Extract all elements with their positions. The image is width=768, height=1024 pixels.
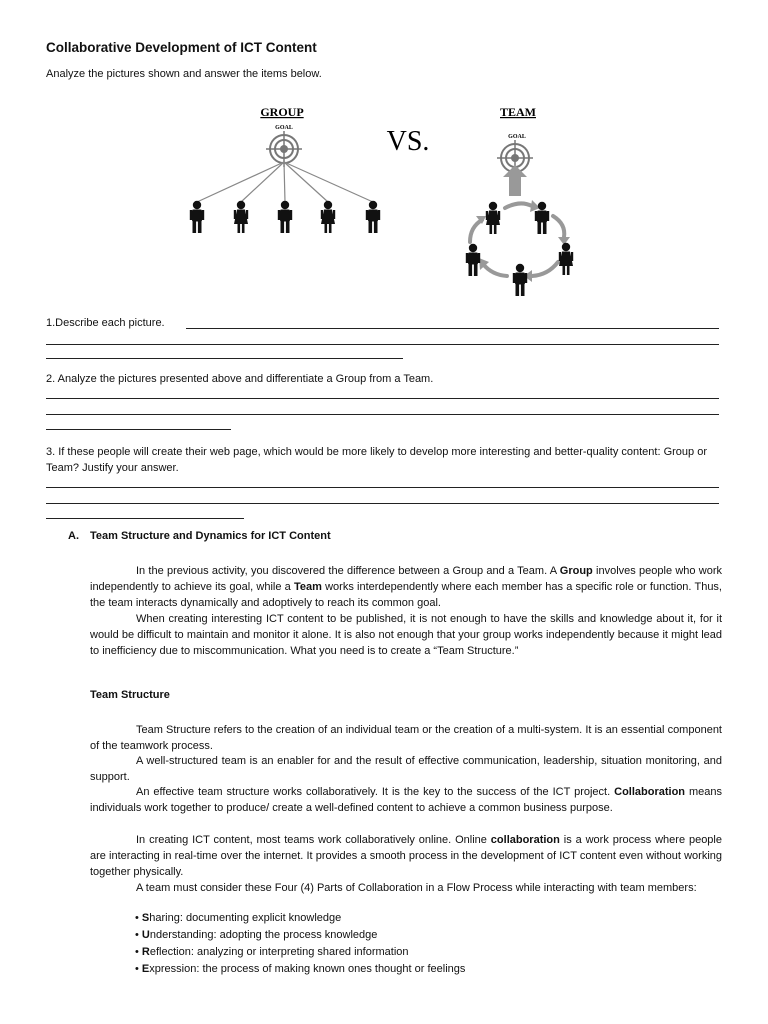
question-3: 3. If these people will create their web page, which would be more likely to develop more interesting and better-quality content: Group or Team? Justify your answer. (46, 446, 707, 474)
goal-label-group: GOAL (275, 125, 293, 131)
text-run: An effective team structure works collaboratively. It is the key to the success of the ICT project. (136, 786, 611, 798)
group-connector-lines (197, 162, 373, 202)
answer-line[interactable] (46, 518, 244, 519)
list-item: • Reflection: analyzing or interpreting shared information (135, 946, 409, 958)
text-run: In the previous activity, you discovered the difference between a Group and a Team. A (136, 565, 560, 577)
paragraph (90, 753, 722, 785)
instruction-text: Analyze the pictures shown and answer the items below. (46, 68, 322, 80)
paragraph (90, 832, 722, 880)
bullet-letter: E (141, 963, 150, 975)
bullet-letter: R (141, 946, 150, 958)
answer-line[interactable] (46, 398, 719, 399)
answer-line[interactable] (46, 429, 231, 430)
answer-line[interactable] (46, 344, 719, 345)
bullet-text: haring: documenting explicit knowledge (149, 912, 342, 924)
list-item: • Expression: the process of making known ones thought or feelings (135, 963, 466, 975)
text-run: means individuals work together to produce/ create a well-defined content to achieve a common business purpose. (90, 786, 723, 814)
vs-label: VS. (386, 126, 430, 157)
paragraph (90, 611, 722, 659)
team-person-icon (559, 243, 573, 275)
answer-line[interactable] (186, 328, 719, 329)
bold-term: Team (293, 581, 322, 593)
group-vs-team-figure (170, 92, 600, 307)
question-2: 2. Analyze the pictures presented above and differentiate a Group from a Team. (46, 373, 434, 385)
group-target-icon (266, 131, 302, 167)
section-letter: A. (68, 530, 79, 542)
text-run: is a work process where people are interacting in real-time over the internet. It provides a smooth process in the development of ICT content even without working together physically. (90, 834, 722, 878)
bold-term: collaboration (490, 834, 560, 846)
team-structure-heading: Team Structure (90, 689, 170, 701)
bullet-text: eflection: analyzing or interpreting shared information (149, 946, 409, 958)
paragraph (90, 880, 722, 896)
answer-line[interactable] (46, 487, 719, 488)
team-person-icon (513, 264, 527, 296)
paragraph (90, 784, 722, 816)
paragraph (90, 722, 722, 754)
team-person-icon (466, 244, 480, 276)
bold-term: Collaboration (614, 786, 686, 798)
bullet-letter: U (141, 929, 150, 941)
text-run: involves people who work independently to achieve its goal, while a (90, 565, 723, 593)
text-run: A well-structured team is an enabler for and the result of effective communication, leadership, situation monitoring, and support. (90, 755, 722, 783)
goal-label-team: GOAL (508, 134, 526, 140)
answer-line[interactable] (46, 358, 403, 359)
team-label: TEAM (500, 105, 536, 119)
collaboration-parts-list (135, 910, 465, 978)
text-run: A team must consider these Four (4) Parts of Collaboration in a Flow Process while interacting with team members: (136, 882, 697, 894)
group-person-icon (278, 201, 292, 233)
text-run: works interdependently where each member has a specific role or function. Thus, the team interacts dynamically and adoptively to reach its common goal. (90, 581, 722, 609)
text-run: Team Structure refers to the creation of an individual team or the creation of a multi-system. It is an essential component of the teamwork process. (90, 724, 722, 752)
group-person-icon (234, 201, 248, 233)
question-1: 1.Describe each picture. (46, 317, 165, 329)
team-person-icon (486, 202, 500, 234)
list-item: • Understanding: adopting the process knowledge (135, 929, 378, 941)
answer-line[interactable] (46, 503, 719, 504)
section-a-heading (68, 530, 331, 542)
page-title: Collaborative Development of ICT Content (46, 40, 317, 55)
group-label: GROUP (260, 105, 304, 119)
answer-line[interactable] (46, 414, 719, 415)
text-run: In creating ICT content, most teams work collaboratively online. Online (136, 834, 491, 846)
group-person-icon (366, 201, 380, 233)
text-run: When creating interesting ICT content to be published, it is not enough to have the skills and knowledge about it, for it would be difficult to maintain and monitor it alone. It is also not enough that your group works independently because it might lead to inefficiency due to miscommunication. What you need is to create a “Team Structure.” (90, 613, 722, 657)
bullet-letter: S (141, 912, 150, 924)
group-person-icon (190, 201, 204, 233)
paragraph (90, 563, 722, 611)
bold-term: Group (559, 565, 593, 577)
group-person-icon (321, 201, 335, 233)
bullet-text: nderstanding: adopting the process knowledge (149, 929, 378, 941)
section-title: Team Structure and Dynamics for ICT Content (90, 530, 331, 542)
list-item: • Sharing: documenting explicit knowledge (135, 912, 342, 924)
bullet-text: xpression: the process of making known ones thought or feelings (149, 963, 466, 975)
